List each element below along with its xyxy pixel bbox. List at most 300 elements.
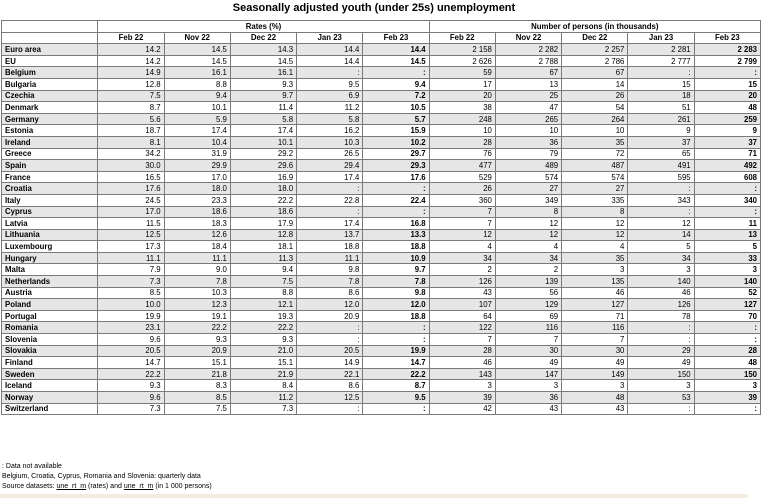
table-row xyxy=(2,357,761,369)
rate-cell: 22.2 xyxy=(164,322,230,334)
persons-cell: 3 xyxy=(628,380,694,392)
month-header: Feb 23 xyxy=(363,32,429,44)
rate-cell: 8.4 xyxy=(230,380,296,392)
rate-cell: : xyxy=(363,67,429,79)
rate-cell: 9.4 xyxy=(230,264,296,276)
persons-cell: 3 xyxy=(562,380,628,392)
persons-cell: 5 xyxy=(694,241,760,253)
persons-cell: 335 xyxy=(562,194,628,206)
country-cell: Euro area xyxy=(2,44,98,56)
rate-cell: 8.5 xyxy=(164,392,230,404)
persons-cell: 2 257 xyxy=(562,44,628,56)
rate-cell: 19.3 xyxy=(230,310,296,322)
persons-cell: 29 xyxy=(628,345,694,357)
country-cell: Romania xyxy=(2,322,98,334)
persons-cell: 12 xyxy=(562,218,628,230)
persons-cell: 14 xyxy=(628,229,694,241)
persons-cell: 126 xyxy=(628,299,694,311)
persons-cell: 49 xyxy=(628,357,694,369)
rate-cell: 7.5 xyxy=(164,403,230,415)
rate-cell: 12.3 xyxy=(164,299,230,311)
persons-cell: 7 xyxy=(429,206,495,218)
table-row xyxy=(2,287,761,299)
note-not-available: : Data not available xyxy=(2,463,62,470)
rate-cell: 11.2 xyxy=(297,102,363,114)
persons-cell: : xyxy=(694,206,760,218)
persons-cell: 30 xyxy=(495,345,561,357)
persons-cell: 127 xyxy=(694,299,760,311)
source-link-rates[interactable]: une_rt_m xyxy=(56,483,87,490)
persons-cell: : xyxy=(694,183,760,195)
persons-cell: 2 282 xyxy=(495,44,561,56)
table-row xyxy=(2,125,761,137)
table-row xyxy=(2,44,761,56)
rate-cell: 18.8 xyxy=(363,310,429,322)
table-row xyxy=(2,380,761,392)
month-header: Jan 23 xyxy=(628,32,694,44)
persons-cell: 492 xyxy=(694,160,760,172)
rate-cell: 23.1 xyxy=(98,322,164,334)
rate-cell: 14.4 xyxy=(297,55,363,67)
persons-cell: 72 xyxy=(562,148,628,160)
rate-cell: 7.9 xyxy=(98,264,164,276)
persons-cell: 477 xyxy=(429,160,495,172)
rate-cell: 17.4 xyxy=(297,171,363,183)
persons-cell: 12 xyxy=(429,229,495,241)
persons-cell: 46 xyxy=(628,287,694,299)
table-body xyxy=(2,44,761,415)
persons-cell: 34 xyxy=(495,252,561,264)
persons-cell: 491 xyxy=(628,160,694,172)
rate-cell: 14.7 xyxy=(363,357,429,369)
persons-cell: : xyxy=(694,67,760,79)
rate-cell: 22.2 xyxy=(363,368,429,380)
table-row xyxy=(2,392,761,404)
persons-cell: 574 xyxy=(495,171,561,183)
rate-cell: 10.1 xyxy=(164,102,230,114)
table-row xyxy=(2,218,761,230)
persons-cell: 13 xyxy=(495,78,561,90)
persons-cell: 3 xyxy=(562,264,628,276)
persons-cell: 76 xyxy=(429,148,495,160)
persons-cell: 71 xyxy=(562,310,628,322)
persons-cell: 33 xyxy=(694,252,760,264)
rate-cell: 7.5 xyxy=(230,276,296,288)
rate-cell: 29.7 xyxy=(363,148,429,160)
month-header: Feb 23 xyxy=(694,32,760,44)
rate-cell: : xyxy=(363,403,429,415)
rate-cell: 5.9 xyxy=(164,113,230,125)
persons-cell: 27 xyxy=(495,183,561,195)
rate-cell: : xyxy=(363,183,429,195)
persons-cell: 265 xyxy=(495,113,561,125)
persons-cell: 261 xyxy=(628,113,694,125)
table-row xyxy=(2,403,761,415)
country-cell: Bulgaria xyxy=(2,78,98,90)
persons-cell: 15 xyxy=(628,78,694,90)
persons-cell: 8 xyxy=(495,206,561,218)
country-cell: Cyprus xyxy=(2,206,98,218)
persons-cell: 149 xyxy=(562,368,628,380)
country-cell: Luxembourg xyxy=(2,241,98,253)
persons-cell: 3 xyxy=(429,380,495,392)
persons-cell: 122 xyxy=(429,322,495,334)
rate-cell: 18.1 xyxy=(230,241,296,253)
persons-cell: : xyxy=(628,403,694,415)
rate-cell: 16.9 xyxy=(230,171,296,183)
rate-cell: 12.8 xyxy=(230,229,296,241)
month-header: Jan 23 xyxy=(297,32,363,44)
rate-cell: 14.2 xyxy=(98,55,164,67)
persons-cell: 46 xyxy=(429,357,495,369)
rate-cell: 5.7 xyxy=(363,113,429,125)
persons-cell: 27 xyxy=(562,183,628,195)
persons-cell: 127 xyxy=(562,299,628,311)
persons-cell: 10 xyxy=(562,125,628,137)
rate-cell: 9.8 xyxy=(363,287,429,299)
persons-cell: 4 xyxy=(429,241,495,253)
persons-cell: 2 788 xyxy=(495,55,561,67)
country-cell: Switzerland xyxy=(2,403,98,415)
table-row xyxy=(2,55,761,67)
persons-cell: 608 xyxy=(694,171,760,183)
persons-cell: 7 xyxy=(562,334,628,346)
persons-cell: 79 xyxy=(495,148,561,160)
rate-cell: 5.6 xyxy=(98,113,164,125)
month-header: Feb 22 xyxy=(98,32,164,44)
persons-cell: 70 xyxy=(694,310,760,322)
persons-cell: 34 xyxy=(429,252,495,264)
country-cell: Latvia xyxy=(2,218,98,230)
rate-cell: 10.3 xyxy=(164,287,230,299)
month-header: Nov 22 xyxy=(164,32,230,44)
rate-cell: 16.2 xyxy=(297,125,363,137)
rate-cell: 11.3 xyxy=(230,252,296,264)
rate-cell: 9.5 xyxy=(297,78,363,90)
rate-cell: 9.7 xyxy=(363,264,429,276)
persons-cell: 340 xyxy=(694,194,760,206)
rate-cell: 19.9 xyxy=(98,310,164,322)
country-cell: Germany xyxy=(2,113,98,125)
rate-cell: 10.3 xyxy=(297,136,363,148)
rate-cell: 16.8 xyxy=(363,218,429,230)
persons-cell: 71 xyxy=(694,148,760,160)
rate-cell: 7.3 xyxy=(230,403,296,415)
rate-cell: 14.9 xyxy=(98,67,164,79)
rate-cell: 31.9 xyxy=(164,148,230,160)
rate-cell: 7.3 xyxy=(98,403,164,415)
rate-cell: 22.2 xyxy=(98,368,164,380)
country-cell: Ireland xyxy=(2,136,98,148)
rate-cell: 10.5 xyxy=(363,102,429,114)
persons-cell: 264 xyxy=(562,113,628,125)
note-quarterly: Belgium, Croatia, Cyprus, Romania and Slovenia: quarterly data xyxy=(2,473,201,480)
rate-cell: 22.2 xyxy=(230,194,296,206)
persons-cell: 10 xyxy=(495,125,561,137)
persons-cell: 20 xyxy=(429,90,495,102)
footnotes xyxy=(2,462,212,492)
table-row xyxy=(2,136,761,148)
persons-cell: 38 xyxy=(429,102,495,114)
rate-cell: 7.8 xyxy=(297,276,363,288)
rate-cell: 14.2 xyxy=(98,44,164,56)
persons-cell: 2 158 xyxy=(429,44,495,56)
rate-cell: : xyxy=(363,322,429,334)
rate-cell: 18.8 xyxy=(363,241,429,253)
rate-cell: 11.4 xyxy=(230,102,296,114)
persons-cell: 49 xyxy=(495,357,561,369)
rate-cell: 34.2 xyxy=(98,148,164,160)
persons-cell: 489 xyxy=(495,160,561,172)
rate-cell: 20.5 xyxy=(98,345,164,357)
persons-cell: 36 xyxy=(495,136,561,148)
rate-cell: 7.3 xyxy=(98,276,164,288)
rate-cell: 5.8 xyxy=(297,113,363,125)
persons-cell: 67 xyxy=(562,67,628,79)
rate-cell: 14.5 xyxy=(230,55,296,67)
persons-cell: 5 xyxy=(628,241,694,253)
rate-cell: 8.5 xyxy=(98,287,164,299)
persons-cell: 126 xyxy=(429,276,495,288)
month-header: Feb 22 xyxy=(429,32,495,44)
rate-cell: 11.1 xyxy=(164,252,230,264)
persons-cell: 7 xyxy=(429,334,495,346)
rate-cell: 11.5 xyxy=(98,218,164,230)
rate-cell: 29.4 xyxy=(297,160,363,172)
rate-cell: 22.4 xyxy=(363,194,429,206)
persons-cell: 3 xyxy=(628,264,694,276)
month-header-row xyxy=(2,32,761,44)
country-cell: Slovenia xyxy=(2,334,98,346)
country-cell: Poland xyxy=(2,299,98,311)
rate-cell: 7.2 xyxy=(363,90,429,102)
rate-cell: 12.0 xyxy=(363,299,429,311)
table-row xyxy=(2,229,761,241)
persons-cell: 54 xyxy=(562,102,628,114)
persons-cell: 59 xyxy=(429,67,495,79)
rate-cell: 26.5 xyxy=(297,148,363,160)
rate-cell: 9.7 xyxy=(230,90,296,102)
table-row xyxy=(2,252,761,264)
persons-cell: 3 xyxy=(694,380,760,392)
persons-cell: 49 xyxy=(562,357,628,369)
rate-cell: 8.7 xyxy=(98,102,164,114)
country-cell: Slovakia xyxy=(2,345,98,357)
rate-cell: 9.6 xyxy=(98,392,164,404)
table-row xyxy=(2,194,761,206)
persons-cell: 64 xyxy=(429,310,495,322)
country-cell: Iceland xyxy=(2,380,98,392)
persons-cell: 13 xyxy=(694,229,760,241)
persons-cell: 107 xyxy=(429,299,495,311)
persons-cell: 129 xyxy=(495,299,561,311)
rate-cell: 13.7 xyxy=(297,229,363,241)
country-cell: EU xyxy=(2,55,98,67)
table-row xyxy=(2,368,761,380)
rate-cell: 17.4 xyxy=(230,125,296,137)
rate-cell: 9.4 xyxy=(164,90,230,102)
persons-cell: 2 799 xyxy=(694,55,760,67)
note-source xyxy=(2,482,212,492)
table-row xyxy=(2,171,761,183)
persons-cell: : xyxy=(628,67,694,79)
persons-cell: 140 xyxy=(628,276,694,288)
table-row xyxy=(2,206,761,218)
rate-cell: 14.3 xyxy=(230,44,296,56)
unemployment-table xyxy=(1,20,761,415)
rate-cell: 10.4 xyxy=(164,136,230,148)
rate-cell: 21.8 xyxy=(164,368,230,380)
persons-cell: 53 xyxy=(628,392,694,404)
rate-cell: 14.7 xyxy=(98,357,164,369)
rate-cell: 18.4 xyxy=(164,241,230,253)
persons-cell: 3 xyxy=(495,380,561,392)
persons-cell: 487 xyxy=(562,160,628,172)
rate-cell: : xyxy=(297,67,363,79)
persons-cell: 12 xyxy=(562,229,628,241)
rate-cell: 30.0 xyxy=(98,160,164,172)
rate-cell: 11.1 xyxy=(297,252,363,264)
rate-cell: 14.4 xyxy=(363,44,429,56)
rate-cell: 18.0 xyxy=(230,183,296,195)
persons-cell: 18 xyxy=(628,90,694,102)
persons-cell: 39 xyxy=(694,392,760,404)
persons-cell: 2 xyxy=(429,264,495,276)
rate-cell: : xyxy=(363,206,429,218)
country-cell: Lithuania xyxy=(2,229,98,241)
rate-cell: 5.8 xyxy=(230,113,296,125)
rate-cell: 9.0 xyxy=(164,264,230,276)
persons-cell: : xyxy=(628,322,694,334)
country-cell: Netherlands xyxy=(2,276,98,288)
persons-cell: 47 xyxy=(495,102,561,114)
rate-cell: 17.0 xyxy=(98,206,164,218)
rate-cell: 9.8 xyxy=(297,264,363,276)
rate-cell: : xyxy=(297,334,363,346)
rate-cell: 8.8 xyxy=(164,78,230,90)
rate-cell: 20.9 xyxy=(297,310,363,322)
persons-cell: 360 xyxy=(429,194,495,206)
persons-cell: 67 xyxy=(495,67,561,79)
rate-cell: 12.1 xyxy=(230,299,296,311)
rate-cell: 8.8 xyxy=(230,287,296,299)
persons-cell: : xyxy=(694,322,760,334)
persons-cell: 14 xyxy=(562,78,628,90)
rate-cell: 15.9 xyxy=(363,125,429,137)
rate-cell: 22.2 xyxy=(230,322,296,334)
rate-cell: 22.1 xyxy=(297,368,363,380)
rate-cell: 14.5 xyxy=(164,44,230,56)
persons-cell: 10 xyxy=(429,125,495,137)
country-cell: Czechia xyxy=(2,90,98,102)
rate-cell: 9.3 xyxy=(98,380,164,392)
table-row xyxy=(2,102,761,114)
table-row xyxy=(2,310,761,322)
rate-cell: 8.3 xyxy=(164,380,230,392)
rate-cell: 12.5 xyxy=(297,392,363,404)
persons-cell: 11 xyxy=(694,218,760,230)
rate-cell: 17.0 xyxy=(164,171,230,183)
rate-cell: 20.9 xyxy=(164,345,230,357)
rate-cell: 11.2 xyxy=(230,392,296,404)
rate-cell: 17.9 xyxy=(230,218,296,230)
persons-cell: 2 xyxy=(495,264,561,276)
persons-cell: 9 xyxy=(628,125,694,137)
persons-cell: 150 xyxy=(694,368,760,380)
rate-cell: 8.6 xyxy=(297,287,363,299)
persons-cell: 26 xyxy=(562,90,628,102)
persons-cell: 36 xyxy=(495,392,561,404)
rate-cell: 15.1 xyxy=(164,357,230,369)
persons-cell: 248 xyxy=(429,113,495,125)
source-link-persons[interactable]: une_rt_m xyxy=(123,483,154,490)
persons-cell: 3 xyxy=(694,264,760,276)
persons-cell: 15 xyxy=(694,78,760,90)
persons-cell: 37 xyxy=(694,136,760,148)
rate-cell: 21.0 xyxy=(230,345,296,357)
rate-cell: 17.6 xyxy=(363,171,429,183)
rate-cell: : xyxy=(363,334,429,346)
country-cell: Greece xyxy=(2,148,98,160)
persons-cell: 9 xyxy=(694,125,760,137)
persons-cell: 26 xyxy=(429,183,495,195)
table-row xyxy=(2,345,761,357)
rate-cell: : xyxy=(297,403,363,415)
rate-cell: 13.3 xyxy=(363,229,429,241)
table-row xyxy=(2,334,761,346)
rate-cell: 14.5 xyxy=(164,55,230,67)
rate-cell: 10.1 xyxy=(230,136,296,148)
rate-cell: 29.9 xyxy=(164,160,230,172)
rate-cell: 7.8 xyxy=(363,276,429,288)
rate-cell: 16.1 xyxy=(230,67,296,79)
country-cell: France xyxy=(2,171,98,183)
rate-cell: 17.3 xyxy=(98,241,164,253)
table-title: Seasonally adjusted youth (under 25s) unemployment xyxy=(232,2,516,14)
table-row xyxy=(2,322,761,334)
rate-cell: 14.5 xyxy=(363,55,429,67)
persons-cell: 43 xyxy=(495,403,561,415)
persons-cell: 28 xyxy=(429,345,495,357)
persons-cell: 42 xyxy=(429,403,495,415)
persons-cell: : xyxy=(628,183,694,195)
corner-cell xyxy=(2,21,98,33)
persons-cell: 2 283 xyxy=(694,44,760,56)
rate-cell: 22.8 xyxy=(297,194,363,206)
persons-cell: 7 xyxy=(429,218,495,230)
persons-cell: 37 xyxy=(628,136,694,148)
table-row xyxy=(2,78,761,90)
rate-cell: 9.3 xyxy=(230,78,296,90)
rate-cell: 8.1 xyxy=(98,136,164,148)
rate-cell: 18.6 xyxy=(164,206,230,218)
month-header: Dec 22 xyxy=(562,32,628,44)
persons-cell: 135 xyxy=(562,276,628,288)
rate-cell: 11.1 xyxy=(98,252,164,264)
persons-cell: 65 xyxy=(628,148,694,160)
rate-cell: 10.2 xyxy=(363,136,429,148)
rate-cell: : xyxy=(297,206,363,218)
rate-cell: 18.8 xyxy=(297,241,363,253)
persons-cell: : xyxy=(694,403,760,415)
persons-cell: 12 xyxy=(495,218,561,230)
rate-cell: 17.6 xyxy=(98,183,164,195)
table-row xyxy=(2,276,761,288)
persons-cell: 52 xyxy=(694,287,760,299)
country-cell: Belgium xyxy=(2,67,98,79)
rate-cell: 9.6 xyxy=(98,334,164,346)
rate-cell: 7.5 xyxy=(98,90,164,102)
